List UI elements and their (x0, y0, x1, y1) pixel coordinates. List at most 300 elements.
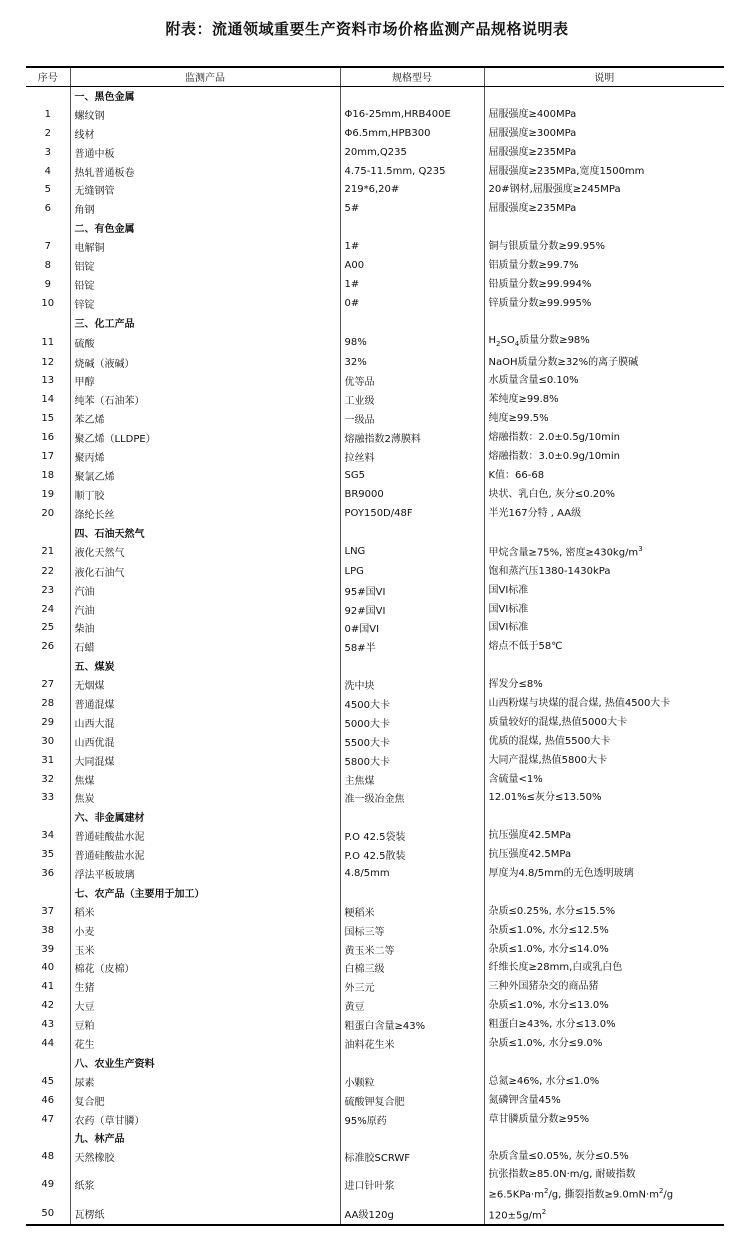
row-spec: AA级120g (340, 1204, 484, 1225)
row-spec: 5500大卡 (340, 732, 484, 751)
row-product: 纯苯（石油苯） (70, 390, 340, 409)
category-row (26, 523, 724, 542)
row-desc: 国VI标准 (488, 622, 529, 634)
row-no: 49 (26, 1166, 70, 1203)
table-row (26, 1091, 724, 1110)
row-no: 48 (26, 1147, 70, 1166)
row-spec: 粳稻米 (340, 902, 484, 921)
category-spec-cell (340, 807, 484, 826)
header-desc: 说明 (484, 67, 724, 86)
row-desc: 熔融指数：2.0±0.5g/10min (488, 432, 620, 444)
table-row (26, 1072, 724, 1091)
row-spec: 标准胶SCRWF (340, 1147, 484, 1166)
row-spec: 黄玉米二等 (340, 940, 484, 959)
table-row (26, 996, 724, 1015)
row-product: 纸浆 (70, 1166, 340, 1203)
table-row (26, 180, 724, 199)
table-row (26, 485, 724, 504)
row-product: 硫酸 (70, 332, 340, 353)
row-spec: 外三元 (340, 977, 484, 996)
row-no: 9 (26, 275, 70, 294)
row-desc: 20#钢材,屈服强度≥245MPa (488, 184, 621, 196)
table-row (26, 390, 724, 409)
header-no: 序号 (26, 67, 70, 86)
category-spec-cell (340, 86, 484, 105)
table-row (26, 562, 724, 581)
desc-subscript: 4 (514, 339, 520, 348)
table-row (26, 143, 724, 162)
category-no-cell (26, 1053, 70, 1072)
category-label: 八、农业生产资料 (70, 1053, 340, 1072)
row-product: 复合肥 (70, 1091, 340, 1110)
row-no: 3 (26, 143, 70, 162)
row-spec: 95#国VI (340, 581, 484, 600)
desc-part: 抗张指数≥85.0N·m/g, 耐破指数 (488, 1169, 636, 1181)
row-spec: 工业级 (340, 390, 484, 409)
row-product: 电解铜 (70, 237, 340, 256)
category-label: 四、石油天然气 (70, 523, 340, 542)
row-desc: 半光167分特 , AA级 (488, 507, 582, 519)
row-product: 普通硅酸盐水泥 (70, 826, 340, 845)
row-product: 无缝钢管 (70, 180, 340, 199)
table-row (26, 353, 724, 372)
desc-part: /g, 撕裂指数≥9.0mN·m (548, 1189, 659, 1201)
header-spec: 规格型号 (340, 67, 484, 86)
desc-part: SO (500, 334, 515, 346)
row-product: 涤纶长丝 (70, 504, 340, 523)
category-spec-cell (340, 1053, 484, 1072)
row-no: 23 (26, 581, 70, 600)
row-desc (484, 1166, 724, 1203)
table-row (26, 275, 724, 294)
table-row (26, 1034, 724, 1053)
row-no: 26 (26, 637, 70, 656)
desc-superscript: 2 (658, 1187, 664, 1196)
row-spec: Φ6.5mm,HPB300 (340, 124, 484, 143)
table-row (26, 713, 724, 732)
row-product: 聚氯乙烯 (70, 466, 340, 485)
row-product: 液化天然气 (70, 541, 340, 561)
row-spec: LPG (340, 562, 484, 581)
row-no: 4 (26, 162, 70, 181)
row-desc: 铅质量分数≥99.994% (488, 278, 592, 290)
row-spec: 58#半 (340, 637, 484, 656)
row-product: 无烟煤 (70, 675, 340, 694)
table-row (26, 864, 724, 883)
row-no: 41 (26, 977, 70, 996)
table-row (26, 1015, 724, 1034)
category-label: 五、煤炭 (70, 656, 340, 675)
row-no: 45 (26, 1072, 70, 1091)
row-no: 19 (26, 485, 70, 504)
row-product: 角钢 (70, 199, 340, 218)
table-row (26, 332, 724, 353)
row-spec: SG5 (340, 466, 484, 485)
row-spec: 32% (340, 353, 484, 372)
row-desc: 总氮≥46%, 水分≤1.0% (488, 1075, 600, 1087)
row-no: 30 (26, 732, 70, 751)
row-spec: 5000大卡 (340, 713, 484, 732)
row-spec: 小颗粒 (340, 1072, 484, 1091)
row-no: 50 (26, 1204, 70, 1225)
row-spec: 进口针叶浆 (340, 1166, 484, 1203)
row-no: 37 (26, 902, 70, 921)
table-body (26, 86, 724, 1225)
row-desc: 国VI标准 (488, 603, 529, 615)
table-row (26, 751, 724, 770)
row-spec: 92#国VI (340, 600, 484, 619)
row-no: 13 (26, 371, 70, 390)
row-no: 44 (26, 1034, 70, 1053)
row-spec: 1# (340, 237, 484, 256)
category-desc-cell (484, 883, 724, 902)
row-spec: 黄豆 (340, 996, 484, 1015)
desc-part: H (488, 334, 497, 346)
row-desc: 饱和蒸汽压1380-1430kPa (488, 565, 611, 577)
row-product: 普通混煤 (70, 694, 340, 713)
row-spec: 1# (340, 275, 484, 294)
row-desc: 12.01%≤灰分≤13.50% (488, 792, 602, 804)
row-no: 15 (26, 409, 70, 428)
category-row (26, 218, 724, 237)
category-label: 二、有色金属 (70, 218, 340, 237)
table-row (26, 124, 724, 143)
row-spec: 4.8/5mm (340, 864, 484, 883)
table-row (26, 409, 724, 428)
row-desc: 草甘膦质量分数≥95% (488, 1113, 590, 1125)
row-spec: 硫酸钾复合肥 (340, 1091, 484, 1110)
row-product: 铅锭 (70, 275, 340, 294)
table-row (26, 237, 724, 256)
row-product: 烧碱（液碱） (70, 353, 340, 372)
desc-part: ≥6.5KPa·m (488, 1189, 544, 1201)
category-no-cell (26, 1129, 70, 1148)
row-desc: 优质的混煤, 热值5500大卡 (488, 735, 611, 747)
row-desc: 铝质量分数≥99.7% (488, 259, 579, 271)
category-desc-cell (484, 1129, 724, 1148)
category-spec-cell (340, 218, 484, 237)
table-row (26, 977, 724, 996)
category-desc-cell (484, 1053, 724, 1072)
row-spec: 洗中块 (340, 675, 484, 694)
row-no: 35 (26, 845, 70, 864)
row-no: 14 (26, 390, 70, 409)
table-row (26, 959, 724, 978)
row-no: 21 (26, 541, 70, 561)
table-row (26, 940, 724, 959)
row-spec: 白棉三级 (340, 959, 484, 978)
row-spec: 优等品 (340, 371, 484, 390)
row-desc (484, 332, 724, 353)
row-product: 棉花（皮棉） (70, 959, 340, 978)
row-product: 山西优混 (70, 732, 340, 751)
category-row (26, 807, 724, 826)
category-label: 七、农产品（主要用于加工） (70, 883, 340, 902)
row-desc: 屈服强度≥235MPa (488, 146, 577, 158)
category-desc-cell (484, 313, 724, 332)
category-label: 六、非金属建材 (70, 807, 340, 826)
row-desc: 熔点不低于58℃ (488, 641, 563, 653)
category-spec-cell (340, 656, 484, 675)
table-row (26, 1147, 724, 1166)
row-spec: 4.75-11.5mm, Q235 (340, 162, 484, 181)
row-no: 11 (26, 332, 70, 353)
table-header-row (26, 67, 724, 86)
category-no-cell (26, 313, 70, 332)
table-row (26, 541, 724, 561)
category-row (26, 1053, 724, 1072)
row-product: 柴油 (70, 618, 340, 637)
row-no: 47 (26, 1110, 70, 1129)
row-product: 天然橡胶 (70, 1147, 340, 1166)
table-row (26, 694, 724, 713)
table-row (26, 105, 724, 124)
row-product: 焦煤 (70, 770, 340, 789)
row-product: 普通中板 (70, 143, 340, 162)
row-spec: P.O 42.5袋装 (340, 826, 484, 845)
row-product: 聚乙烯（LLDPE） (70, 428, 340, 447)
row-spec: 油料花生米 (340, 1034, 484, 1053)
row-spec: 5# (340, 199, 484, 218)
row-desc: 纯度≥99.5% (488, 413, 549, 425)
table-row (26, 466, 724, 485)
row-product: 玉米 (70, 940, 340, 959)
row-no: 40 (26, 959, 70, 978)
row-spec: 20mm,Q235 (340, 143, 484, 162)
table-row (26, 600, 724, 619)
table-row (26, 1204, 724, 1225)
row-desc: 山西粉煤与块煤的混合煤, 热值4500大卡 (488, 697, 671, 709)
category-desc-cell (484, 218, 724, 237)
row-product: 螺纹钢 (70, 105, 340, 124)
table-row (26, 845, 724, 864)
table-row (26, 447, 724, 466)
category-spec-cell (340, 523, 484, 542)
category-spec-cell (340, 313, 484, 332)
table-row (26, 732, 724, 751)
row-no: 43 (26, 1015, 70, 1034)
row-product: 铝锭 (70, 256, 340, 275)
row-product: 热轧普通板卷 (70, 162, 340, 181)
row-spec: 95%原药 (340, 1110, 484, 1129)
row-no: 16 (26, 428, 70, 447)
table-row (26, 789, 724, 808)
row-no: 36 (26, 864, 70, 883)
row-desc: 氮磷钾含量45% (488, 1094, 561, 1106)
row-spec: 一级品 (340, 409, 484, 428)
category-label: 一、黑色金属 (70, 86, 340, 105)
category-no-cell (26, 523, 70, 542)
row-product: 石蜡 (70, 637, 340, 656)
row-no: 12 (26, 353, 70, 372)
desc-superscript: 2 (543, 1187, 549, 1196)
row-desc: NaOH质量分数≥32%的离子膜碱 (488, 356, 639, 368)
row-no: 31 (26, 751, 70, 770)
row-no: 17 (26, 447, 70, 466)
row-no: 39 (26, 940, 70, 959)
category-desc-cell (484, 523, 724, 542)
category-row (26, 313, 724, 332)
row-no: 32 (26, 770, 70, 789)
table-row (26, 637, 724, 656)
row-spec: 0#国VI (340, 618, 484, 637)
row-product: 焦炭 (70, 789, 340, 808)
row-desc: 大同产混煤,热值5800大卡 (488, 754, 608, 766)
table-row (26, 581, 724, 600)
table-row (26, 921, 724, 940)
row-product: 生猪 (70, 977, 340, 996)
row-desc: 粗蛋白≥43%, 水分≤13.0% (488, 1019, 616, 1031)
row-spec: 4500大卡 (340, 694, 484, 713)
row-spec: 拉丝料 (340, 447, 484, 466)
row-spec: 主焦煤 (340, 770, 484, 789)
category-desc-cell (484, 86, 724, 105)
header-product: 监测产品 (70, 67, 340, 86)
table-row (26, 428, 724, 447)
row-product: 大同混煤 (70, 751, 340, 770)
row-desc: 杂质≤0.25%, 水分≤15.5% (488, 905, 616, 917)
row-no: 2 (26, 124, 70, 143)
desc-part: /g (663, 1189, 674, 1201)
row-no: 34 (26, 826, 70, 845)
table-row (26, 294, 724, 313)
table-row (26, 902, 724, 921)
category-no-cell (26, 807, 70, 826)
row-spec: 219*6,20# (340, 180, 484, 199)
row-desc: 国VI标准 (488, 584, 529, 596)
category-row (26, 86, 724, 105)
row-desc (484, 1204, 724, 1225)
spec-table (26, 66, 724, 1226)
row-no: 33 (26, 789, 70, 808)
row-no: 42 (26, 996, 70, 1015)
row-no: 46 (26, 1091, 70, 1110)
row-product: 浮法平板玻璃 (70, 864, 340, 883)
row-spec: 国标三等 (340, 921, 484, 940)
desc-part: 甲烷含量≥75%, 密度≥430kg/m (488, 547, 639, 559)
row-desc: 抗压强度42.5MPa (488, 830, 572, 842)
table-row (26, 618, 724, 637)
table-row (26, 826, 724, 845)
row-spec: P.O 42.5散装 (340, 845, 484, 864)
row-spec: 准一级冶金焦 (340, 789, 484, 808)
category-label: 三、化工产品 (70, 313, 340, 332)
row-desc: 锌质量分数≥99.995% (488, 297, 592, 309)
row-desc: 铜与银质量分数≥99.95% (488, 241, 606, 253)
category-no-cell (26, 86, 70, 105)
row-spec: POY150D/48F (340, 504, 484, 523)
row-product: 甲醇 (70, 371, 340, 390)
row-no: 25 (26, 618, 70, 637)
table-row (26, 199, 724, 218)
row-no: 22 (26, 562, 70, 581)
row-desc: 屈服强度≥235MPa,宽度1500mm (488, 165, 645, 177)
row-no: 5 (26, 180, 70, 199)
row-desc: 抗压强度42.5MPa (488, 849, 572, 861)
row-no: 29 (26, 713, 70, 732)
table-row (26, 162, 724, 181)
row-desc: 屈服强度≥300MPa (488, 127, 577, 139)
row-desc: 杂质≤1.0%, 水分≤14.0% (488, 943, 609, 955)
row-spec: Φ16-25mm,HRB400E (340, 105, 484, 124)
row-product: 苯乙烯 (70, 409, 340, 428)
row-desc: 苯纯度≥99.8% (488, 394, 559, 406)
row-spec: 98% (340, 332, 484, 353)
table-row (26, 770, 724, 789)
row-desc: 杂质≤1.0%, 水分≤12.5% (488, 924, 609, 936)
row-no: 24 (26, 600, 70, 619)
row-no: 18 (26, 466, 70, 485)
row-desc: 厚度为4.8/5mm的无色透明玻璃 (488, 868, 634, 879)
category-label: 九、林产品 (70, 1129, 340, 1148)
row-no: 27 (26, 675, 70, 694)
category-desc-cell (484, 807, 724, 826)
row-product: 普通硅酸盐水泥 (70, 845, 340, 864)
row-desc: K值：66-68 (488, 469, 545, 481)
category-desc-cell (484, 656, 724, 675)
table-row (26, 371, 724, 390)
category-no-cell (26, 218, 70, 237)
row-product: 汽油 (70, 581, 340, 600)
category-spec-cell (340, 1129, 484, 1148)
table-row (26, 1166, 724, 1203)
page-title: 附表：流通领域重要生产资料市场价格监测产品规格说明表 (165, 20, 569, 38)
row-desc: 纤维长度≥28mm,白或乳白色 (488, 962, 623, 974)
row-product: 山西大混 (70, 713, 340, 732)
row-desc: 杂质≤1.0%, 水分≤13.0% (488, 1000, 609, 1012)
row-desc: 含硫量<1% (488, 773, 543, 785)
row-desc: 屈服强度≥400MPa (488, 108, 577, 120)
table-row (26, 504, 724, 523)
row-product: 花生 (70, 1034, 340, 1053)
table-row (26, 256, 724, 275)
table-row (26, 675, 724, 694)
desc-superscript: 3 (638, 545, 643, 554)
row-product: 尿素 (70, 1072, 340, 1091)
row-spec: 熔融指数2薄膜料 (340, 428, 484, 447)
category-row (26, 883, 724, 902)
desc-part: 质量分数≥98% (519, 334, 590, 346)
row-product: 稻米 (70, 902, 340, 921)
row-product: 线材 (70, 124, 340, 143)
row-product: 农药（草甘膦） (70, 1110, 340, 1129)
row-spec: 5800大卡 (340, 751, 484, 770)
row-product: 小麦 (70, 921, 340, 940)
row-desc: 屈服强度≥235MPa (488, 203, 577, 215)
row-spec: 0# (340, 294, 484, 313)
row-product: 瓦楞纸 (70, 1204, 340, 1225)
category-row (26, 1129, 724, 1148)
desc-superscript: 2 (541, 1207, 547, 1216)
row-no: 6 (26, 199, 70, 218)
desc-subscript: 2 (496, 339, 501, 348)
row-spec: 粗蛋白含量≥43% (340, 1015, 484, 1034)
row-no: 7 (26, 237, 70, 256)
category-spec-cell (340, 883, 484, 902)
desc-part: 120±5g/m (488, 1209, 542, 1221)
row-desc: 挥发分≤8% (488, 679, 543, 691)
row-product: 顺丁胶 (70, 485, 340, 504)
row-no: 1 (26, 105, 70, 124)
row-product: 锌锭 (70, 294, 340, 313)
row-desc (484, 541, 724, 561)
row-spec: LNG (340, 541, 484, 561)
row-product: 汽油 (70, 600, 340, 619)
row-desc: 三种外国猪杂交的商品猪 (488, 981, 599, 993)
row-spec: BR9000 (340, 485, 484, 504)
row-desc: 水质量含量≤0.10% (488, 375, 579, 387)
category-row (26, 656, 724, 675)
